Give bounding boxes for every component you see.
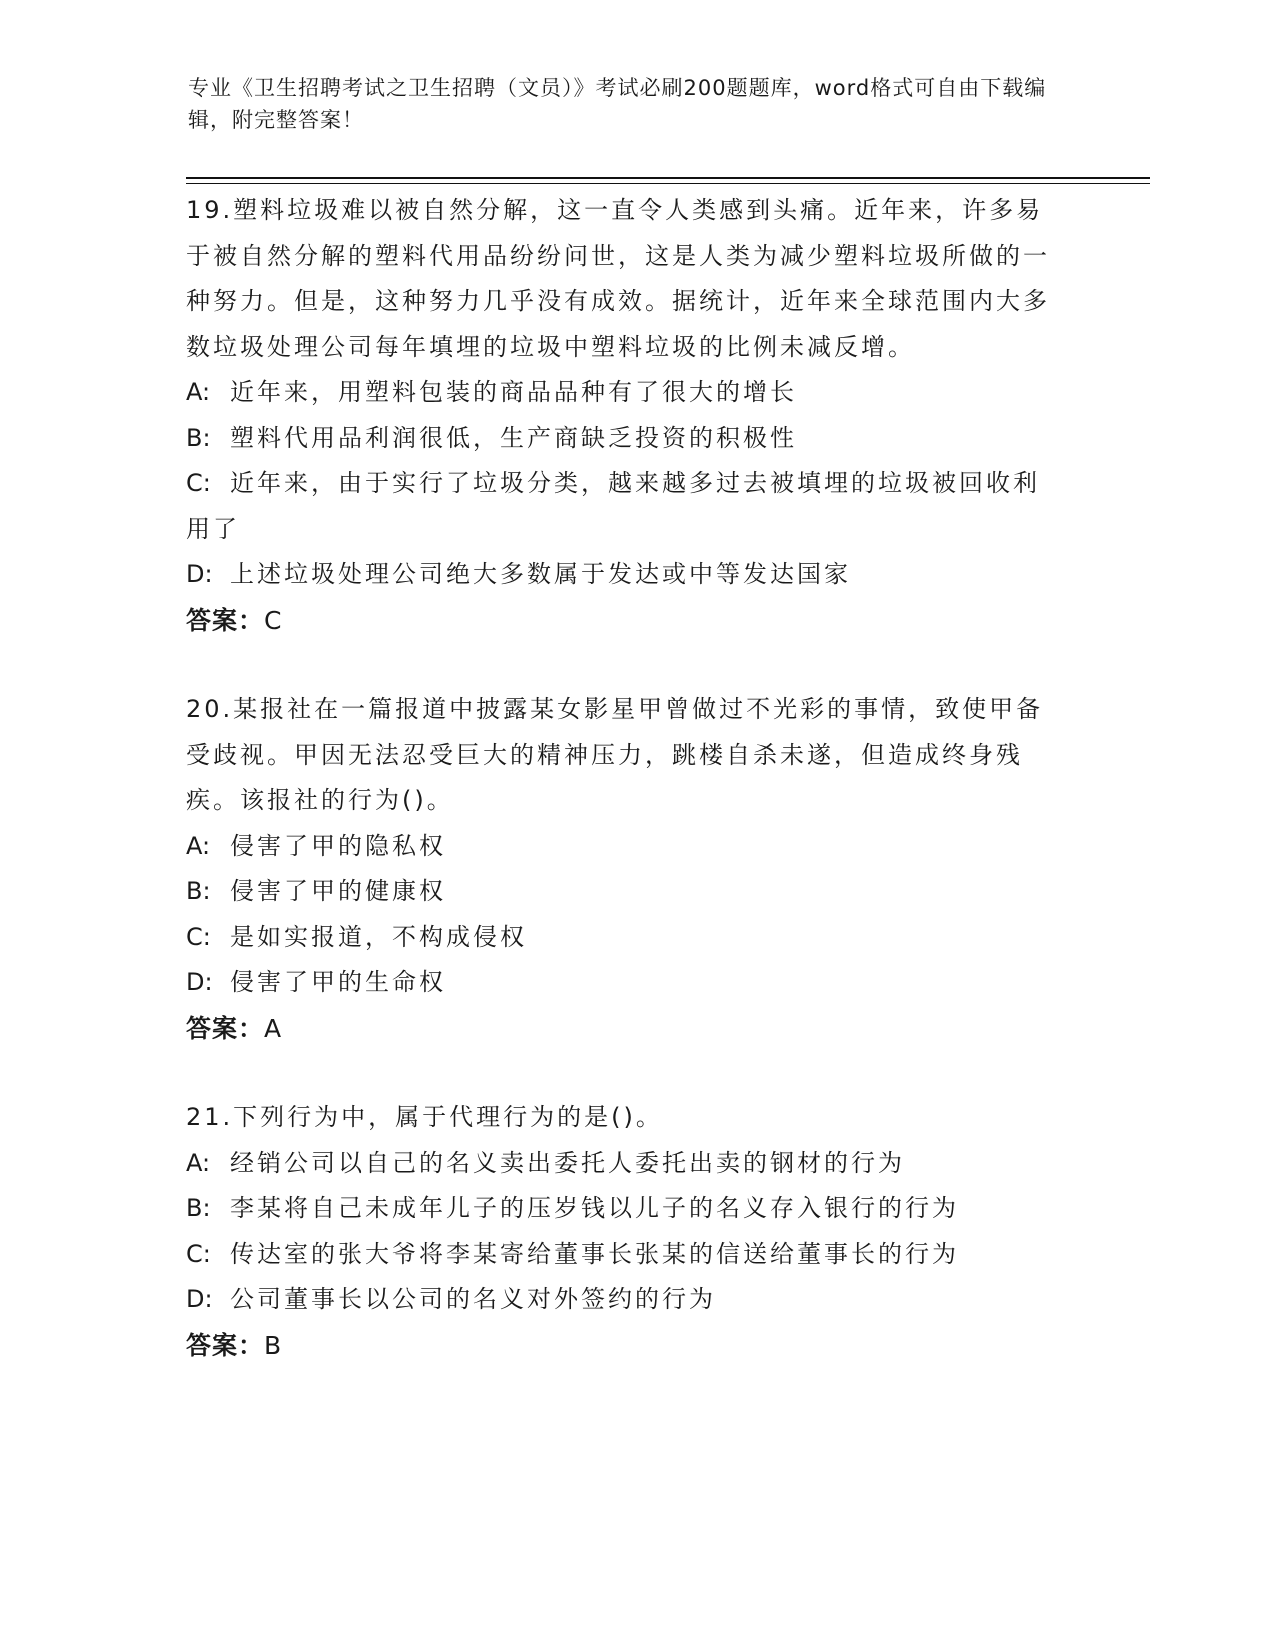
answer-label: 答案： [186, 1013, 265, 1043]
answer-value: B [264, 1330, 283, 1360]
option-letter: A: [186, 831, 211, 860]
option-letter: A: [186, 1148, 211, 1177]
option-c [186, 1232, 1066, 1278]
option-text: 塑料代用品利润很低，生产商缺乏投资的积极性 [230, 423, 797, 452]
question-19 [186, 188, 1066, 643]
answer-value: C [264, 605, 283, 635]
option-a [186, 1141, 1066, 1187]
answer-line [186, 1006, 1066, 1052]
option-letter: C: [186, 922, 211, 951]
option-text: 侵害了甲的健康权 [230, 877, 446, 905]
answer-label: 答案： [186, 605, 265, 635]
option-d [186, 552, 1066, 598]
option-a [186, 370, 1066, 416]
answer-line [186, 1323, 1066, 1369]
option-text: 经销公司以自己的名义卖出委托人委托出卖的钢材的行为 [230, 1148, 905, 1177]
answer-label: 答案： [186, 1330, 265, 1360]
question-stem: 21.下列行为中，属于代理行为的是()。 [186, 1103, 663, 1131]
question-spacer [186, 643, 1066, 687]
question-stem: 19.塑料垃圾难以被自然分解，这一直令人类感到头痛。近年来，许多易于被自然分解的塑料代用品纷纷问世，这是人类为减少塑料垃圾所做的一种努力。但是，这种努力几乎没有成效。据统计，近年来全球范围内大多数垃圾处理公司每年填埋的垃圾中塑料垃圾的比例未减反增。 [186, 196, 1050, 361]
answer-value: A [264, 1013, 283, 1043]
option-b [186, 416, 1066, 462]
option-letter: B: [186, 423, 211, 452]
option-text: 是如实报道，不构成侵权 [230, 922, 527, 951]
question-list [186, 188, 1066, 1368]
option-text: 近年来，由于实行了垃圾分类，越来越多过去被填埋的垃圾被回收利用了 [186, 469, 1040, 543]
option-d [186, 1277, 1066, 1323]
header-divider-thin [186, 183, 1150, 184]
option-b [186, 869, 1066, 915]
option-c [186, 461, 1066, 552]
option-text: 近年来，用塑料包装的商品品种有了很大的增长 [230, 378, 797, 406]
option-text: 公司董事长以公司的名义对外签约的行为 [230, 1285, 716, 1313]
question-21 [186, 1095, 1066, 1368]
option-b [186, 1186, 1066, 1232]
option-letter: D: [186, 560, 213, 588]
option-letter: C: [186, 469, 211, 497]
question-spacer [186, 1051, 1066, 1095]
option-letter: D: [186, 968, 213, 996]
option-text: 李某将自己未成年儿子的压岁钱以儿子的名义存入银行的行为 [230, 1194, 959, 1222]
option-text: 侵害了甲的隐私权 [230, 831, 446, 860]
question-20 [186, 687, 1066, 1051]
answer-line [186, 598, 1066, 644]
option-letter: C: [186, 1239, 211, 1268]
header-divider-thick [186, 177, 1150, 179]
option-letter: B: [186, 877, 211, 905]
option-a [186, 824, 1066, 870]
option-letter: A: [186, 378, 211, 406]
option-text: 传达室的张大爷将李某寄给董事长张某的信送给董事长的行为 [230, 1239, 959, 1268]
option-text: 侵害了甲的生命权 [230, 968, 446, 996]
option-letter: B: [186, 1194, 211, 1222]
option-d [186, 960, 1066, 1006]
option-c [186, 915, 1066, 961]
option-text: 上述垃圾处理公司绝大多数属于发达或中等发达国家 [230, 560, 851, 588]
question-stem: 20.某报社在一篇报道中披露某女影星甲曾做过不光彩的事情，致使甲备受歧视。甲因无法忍受巨大的精神压力，跳楼自杀未遂，但造成终身残疾。该报社的行为()。 [186, 695, 1044, 814]
option-letter: D: [186, 1285, 213, 1313]
document-header: 专业《卫生招聘考试之卫生招聘（文员）》考试必刷200题题库，word格式可自由下载编辑，附完整答案！ [188, 76, 1047, 132]
